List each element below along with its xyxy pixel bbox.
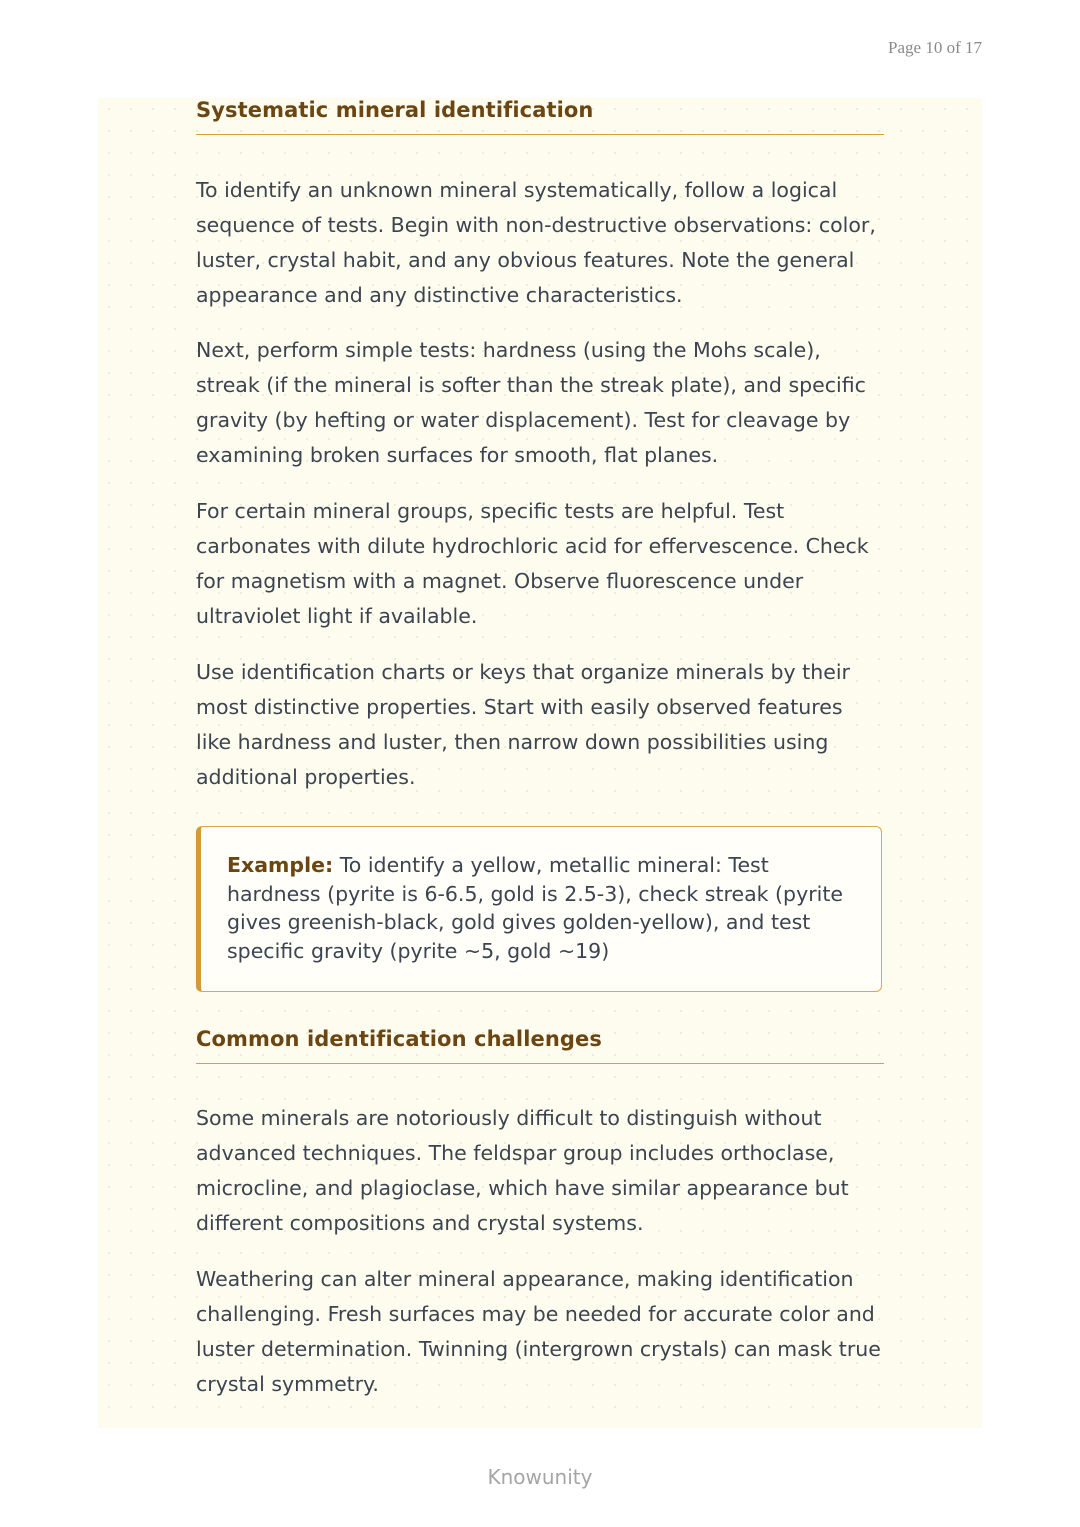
paragraph-identification-charts: Use identification charts or keys that organize minerals by their most distinctive properties. Start with easily observed features like hardness and luster, then narrow down possibilities using additional properties.	[196, 660, 850, 789]
footer-brand: Knowunity	[487, 1465, 593, 1489]
page-number: Page 10 of 17	[888, 38, 982, 57]
section-heading-systematic-identification: Systematic mineral identification	[196, 98, 884, 135]
paragraph-specific-tests: For certain mineral groups, specific tests are helpful. Test carbonates with dilute hydrochloric acid for effervescence. Check for magnetism with a magnet. Observe fluorescence under ultraviolet light if available.	[196, 499, 869, 628]
paragraph-feldspar: Some minerals are notoriously difficult to distinguish without advanced techniques. The feldspar group includes orthoclase, microcline, and plagioclase, which have similar appearance but different compositions and crystal systems.	[196, 1106, 849, 1235]
paragraph-simple-tests: Next, perform simple tests: hardness (using the Mohs scale), streak (if the mineral is softer than the streak plate), and specific gravity (by hefting or water displacement). Test for cleavage by examining broken surfaces for smooth, flat planes.	[196, 338, 866, 467]
example-body: To identify a yellow, metallic mineral: Test hardness (pyrite is 6-6.5, gold is 2.5-3), check streak (pyrite gives greenish-black, gold gives golden-yellow), and test specific gravity (pyrite ~5, gold ~19)	[227, 853, 843, 963]
example-text	[227, 851, 857, 965]
content-panel	[98, 98, 982, 1428]
example-label: Example:	[227, 853, 334, 877]
example-callout	[196, 826, 882, 992]
section-heading-identification-challenges: Common identification challenges	[196, 1027, 884, 1064]
paragraph-weathering: Weathering can alter mineral appearance, making identification challenging. Fresh surfaces may be needed for accurate color and luster determination. Twinning (intergrown crystals) can mask true crystal symmetry.	[196, 1267, 881, 1396]
paragraph-observations: To identify an unknown mineral systematically, follow a logical sequence of tests. Begin with non-destructive observations: color, luster, crystal habit, and any obvious features. Note the general appearance and any distinctive characteristics.	[196, 178, 876, 307]
